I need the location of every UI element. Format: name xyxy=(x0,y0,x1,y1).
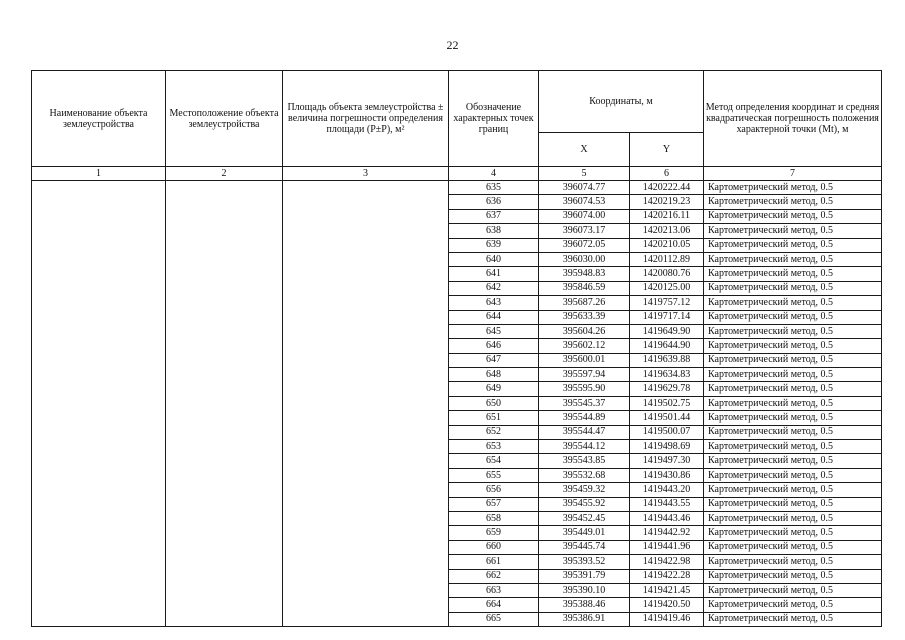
method-cell: Картометрический метод, 0.5 xyxy=(704,454,882,468)
coord-x-cell: 395602.12 xyxy=(539,339,630,353)
point-id-cell: 653 xyxy=(449,440,539,454)
coord-x-cell: 396073.17 xyxy=(539,224,630,238)
method-cell: Картометрический метод, 0.5 xyxy=(704,598,882,612)
header-method: Метод определения координат и средняя квадратическая погрешность положения характерной точки (Mt), м xyxy=(704,71,882,167)
coord-y-cell: 1419443.46 xyxy=(630,511,704,525)
point-id-cell: 656 xyxy=(449,483,539,497)
point-id-cell: 637 xyxy=(449,209,539,223)
method-cell: Картометрический метод, 0.5 xyxy=(704,382,882,396)
method-cell: Картометрический метод, 0.5 xyxy=(704,411,882,425)
point-id-cell: 635 xyxy=(449,181,539,195)
coord-x-cell: 395455.92 xyxy=(539,497,630,511)
coord-x-cell: 395545.37 xyxy=(539,396,630,410)
coord-y-cell: 1420222.44 xyxy=(630,181,704,195)
point-id-cell: 650 xyxy=(449,396,539,410)
method-cell: Картометрический метод, 0.5 xyxy=(704,425,882,439)
coord-y-cell: 1419430.86 xyxy=(630,468,704,482)
method-cell: Картометрический метод, 0.5 xyxy=(704,569,882,583)
method-cell: Картометрический метод, 0.5 xyxy=(704,324,882,338)
coord-y-cell: 1419717.14 xyxy=(630,310,704,324)
coord-x-cell: 396074.77 xyxy=(539,181,630,195)
column-number: 1 xyxy=(32,167,166,181)
coord-y-cell: 1419649.90 xyxy=(630,324,704,338)
header-location: Местоположение объекта землеустройства xyxy=(166,71,283,167)
coord-x-cell: 396030.00 xyxy=(539,252,630,266)
method-cell: Картометрический метод, 0.5 xyxy=(704,583,882,597)
point-id-cell: 647 xyxy=(449,353,539,367)
coord-x-cell: 395449.01 xyxy=(539,526,630,540)
method-cell: Картометрический метод, 0.5 xyxy=(704,511,882,525)
coord-x-cell: 395388.46 xyxy=(539,598,630,612)
column-number: 6 xyxy=(630,167,704,181)
coord-x-cell: 395445.74 xyxy=(539,540,630,554)
column-number: 2 xyxy=(166,167,283,181)
coord-y-cell: 1420080.76 xyxy=(630,267,704,281)
point-id-cell: 652 xyxy=(449,425,539,439)
coord-y-cell: 1419644.90 xyxy=(630,339,704,353)
method-cell: Картометрический метод, 0.5 xyxy=(704,468,882,482)
point-id-cell: 663 xyxy=(449,583,539,597)
coord-x-cell: 395604.26 xyxy=(539,324,630,338)
coord-y-cell: 1419419.46 xyxy=(630,612,704,626)
column-number: 5 xyxy=(539,167,630,181)
point-id-cell: 651 xyxy=(449,411,539,425)
method-cell: Картометрический метод, 0.5 xyxy=(704,181,882,195)
boundary-points-table xyxy=(31,70,882,627)
point-id-cell: 657 xyxy=(449,497,539,511)
header-coordinates: Координаты, м xyxy=(539,71,704,133)
method-cell: Картометрический метод, 0.5 xyxy=(704,267,882,281)
method-cell: Картометрический метод, 0.5 xyxy=(704,440,882,454)
point-id-cell: 640 xyxy=(449,252,539,266)
column-numbers-row xyxy=(32,167,882,181)
area-cell xyxy=(283,181,449,627)
column-number: 7 xyxy=(704,167,882,181)
method-cell: Картометрический метод, 0.5 xyxy=(704,252,882,266)
coord-y-cell: 1419420.50 xyxy=(630,598,704,612)
coord-y-cell: 1419421.45 xyxy=(630,583,704,597)
method-cell: Картометрический метод, 0.5 xyxy=(704,396,882,410)
coord-x-cell: 395544.89 xyxy=(539,411,630,425)
coord-y-cell: 1420210.05 xyxy=(630,238,704,252)
coord-x-cell: 395687.26 xyxy=(539,296,630,310)
coord-y-cell: 1419497.30 xyxy=(630,454,704,468)
coord-x-cell: 395532.68 xyxy=(539,468,630,482)
table-header xyxy=(32,71,882,181)
coord-x-cell: 395948.83 xyxy=(539,267,630,281)
coord-x-cell: 395595.90 xyxy=(539,382,630,396)
coord-y-cell: 1420219.23 xyxy=(630,195,704,209)
method-cell: Картометрический метод, 0.5 xyxy=(704,368,882,382)
header-y: Y xyxy=(630,133,704,167)
point-id-cell: 646 xyxy=(449,339,539,353)
location-cell xyxy=(166,181,283,627)
method-cell: Картометрический метод, 0.5 xyxy=(704,209,882,223)
coord-y-cell: 1420112.89 xyxy=(630,252,704,266)
coord-y-cell: 1419443.20 xyxy=(630,483,704,497)
object-name-cell xyxy=(32,181,166,627)
method-cell: Картометрический метод, 0.5 xyxy=(704,296,882,310)
method-cell: Картометрический метод, 0.5 xyxy=(704,540,882,554)
coord-x-cell: 396074.53 xyxy=(539,195,630,209)
coord-y-cell: 1419498.69 xyxy=(630,440,704,454)
point-id-cell: 648 xyxy=(449,368,539,382)
point-id-cell: 659 xyxy=(449,526,539,540)
coord-x-cell: 395390.10 xyxy=(539,583,630,597)
coord-y-cell: 1419639.88 xyxy=(630,353,704,367)
method-cell: Картометрический метод, 0.5 xyxy=(704,339,882,353)
method-cell: Картометрический метод, 0.5 xyxy=(704,483,882,497)
method-cell: Картометрический метод, 0.5 xyxy=(704,612,882,626)
method-cell: Картометрический метод, 0.5 xyxy=(704,195,882,209)
coord-x-cell: 396074.00 xyxy=(539,209,630,223)
point-id-cell: 641 xyxy=(449,267,539,281)
coord-x-cell: 395543.85 xyxy=(539,454,630,468)
point-id-cell: 639 xyxy=(449,238,539,252)
table-body xyxy=(32,181,882,627)
coord-x-cell: 395544.47 xyxy=(539,425,630,439)
point-id-cell: 649 xyxy=(449,382,539,396)
coord-x-cell: 395386.91 xyxy=(539,612,630,626)
coord-x-cell: 395633.39 xyxy=(539,310,630,324)
point-id-cell: 662 xyxy=(449,569,539,583)
point-id-cell: 645 xyxy=(449,324,539,338)
point-id-cell: 658 xyxy=(449,511,539,525)
header-x: X xyxy=(539,133,630,167)
point-id-cell: 655 xyxy=(449,468,539,482)
coord-y-cell: 1420213.06 xyxy=(630,224,704,238)
column-number: 3 xyxy=(283,167,449,181)
coord-x-cell: 395459.32 xyxy=(539,483,630,497)
coord-y-cell: 1419443.55 xyxy=(630,497,704,511)
coord-x-cell: 395393.52 xyxy=(539,555,630,569)
point-id-cell: 665 xyxy=(449,612,539,626)
header-point-id: Обозначение характерных точек границ xyxy=(449,71,539,167)
coord-y-cell: 1419757.12 xyxy=(630,296,704,310)
point-id-cell: 643 xyxy=(449,296,539,310)
coord-y-cell: 1419500.07 xyxy=(630,425,704,439)
coord-y-cell: 1419441.96 xyxy=(630,540,704,554)
coord-y-cell: 1419502.75 xyxy=(630,396,704,410)
header-area: Площадь объекта землеустройства ± величина погрешности определения площади (P±P), м² xyxy=(283,71,449,167)
header-object-name: Наименование объекта землеустройства xyxy=(32,71,166,167)
point-id-cell: 660 xyxy=(449,540,539,554)
point-id-cell: 664 xyxy=(449,598,539,612)
coord-x-cell: 395846.59 xyxy=(539,281,630,295)
coord-y-cell: 1419422.98 xyxy=(630,555,704,569)
point-id-cell: 654 xyxy=(449,454,539,468)
point-id-cell: 661 xyxy=(449,555,539,569)
coord-y-cell: 1419634.83 xyxy=(630,368,704,382)
method-cell: Картометрический метод, 0.5 xyxy=(704,526,882,540)
point-id-cell: 642 xyxy=(449,281,539,295)
coord-y-cell: 1419442.92 xyxy=(630,526,704,540)
method-cell: Картометрический метод, 0.5 xyxy=(704,224,882,238)
coord-x-cell: 395452.45 xyxy=(539,511,630,525)
table-row xyxy=(32,181,882,195)
method-cell: Картометрический метод, 0.5 xyxy=(704,353,882,367)
point-id-cell: 636 xyxy=(449,195,539,209)
point-id-cell: 638 xyxy=(449,224,539,238)
coord-y-cell: 1420125.00 xyxy=(630,281,704,295)
coord-x-cell: 395544.12 xyxy=(539,440,630,454)
method-cell: Картометрический метод, 0.5 xyxy=(704,497,882,511)
method-cell: Картометрический метод, 0.5 xyxy=(704,555,882,569)
method-cell: Картометрический метод, 0.5 xyxy=(704,281,882,295)
coord-x-cell: 395597.94 xyxy=(539,368,630,382)
page-number: 22 xyxy=(446,38,459,52)
coord-y-cell: 1419629.78 xyxy=(630,382,704,396)
coord-x-cell: 396072.05 xyxy=(539,238,630,252)
coord-y-cell: 1420216.11 xyxy=(630,209,704,223)
point-id-cell: 644 xyxy=(449,310,539,324)
coord-y-cell: 1419501.44 xyxy=(630,411,704,425)
coord-x-cell: 395600.01 xyxy=(539,353,630,367)
coord-x-cell: 395391.79 xyxy=(539,569,630,583)
method-cell: Картометрический метод, 0.5 xyxy=(704,310,882,324)
method-cell: Картометрический метод, 0.5 xyxy=(704,238,882,252)
column-number: 4 xyxy=(449,167,539,181)
coord-y-cell: 1419422.28 xyxy=(630,569,704,583)
